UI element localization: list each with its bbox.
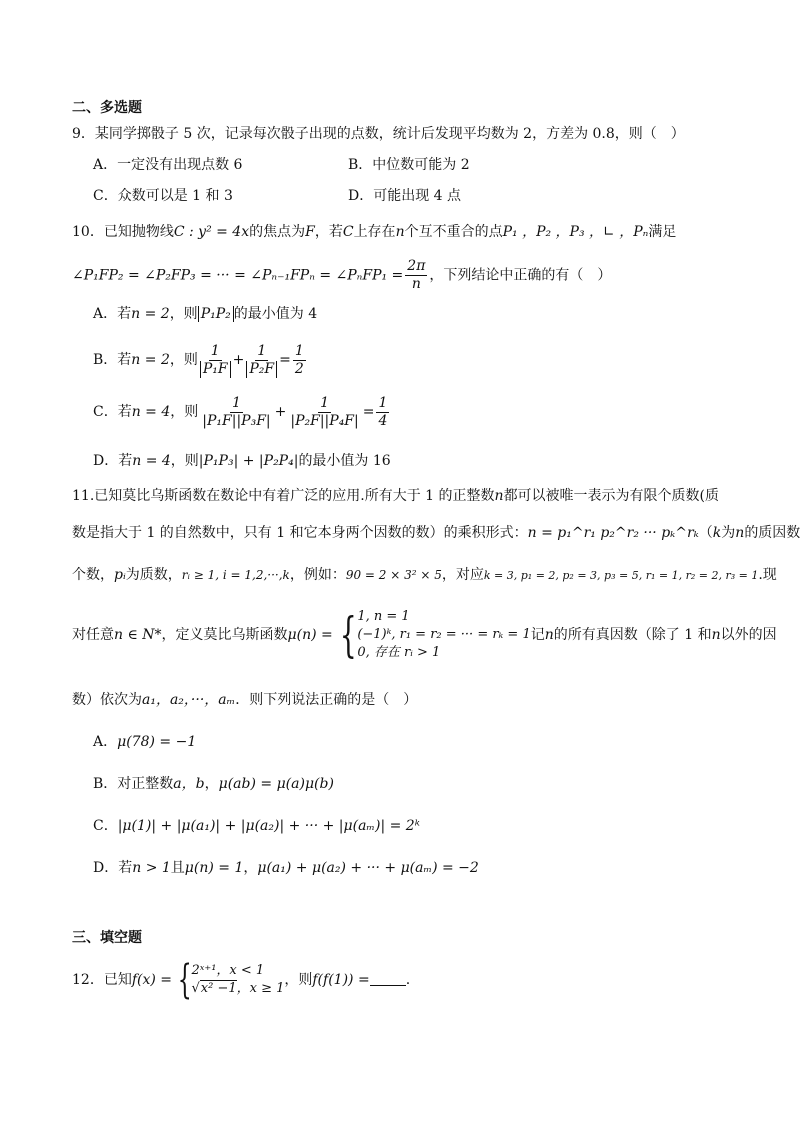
fraction-denominator: 4: [378, 412, 388, 429]
option-label: D．若: [93, 453, 133, 469]
fraction-denominator: P₁F: [200, 361, 231, 378]
plus-sign: +: [232, 352, 245, 368]
option-abs-expr: P₁P₂: [198, 306, 234, 322]
question-11-line3: [72, 565, 777, 586]
left-brace-icon: {: [177, 957, 192, 1003]
q11-text: （: [698, 525, 713, 541]
question-12: [72, 955, 410, 1005]
q10-angle-equation: ∠P₁FP₂ = ∠P₂FP₃ = ··· = ∠Pₙ₋₁FPₙ = ∠PₙFP₁ =: [72, 267, 404, 284]
q11-n-symbol: n: [544, 627, 554, 643]
q11-text: 个数，: [72, 567, 114, 583]
q11-example: 90 = 2 × 3² × 5: [345, 568, 442, 582]
fraction-denominator: |P₂F||P₄F|: [290, 412, 359, 429]
fraction: [376, 395, 389, 430]
option-condition: n = 2: [131, 352, 170, 368]
equals-sign: =: [279, 352, 291, 368]
q12-function-name: f(x) =: [131, 972, 173, 988]
question-9-option-c: C．众数可以是 1 和 3: [93, 188, 233, 204]
q11-text: 对任意: [72, 627, 114, 643]
q11-n-symbol: n: [711, 627, 721, 643]
q10-text: ，若: [314, 224, 343, 240]
case-condition: ，x ≥ 1: [236, 981, 285, 996]
section-title-multiple-choice: 二、多选题: [72, 100, 142, 116]
fraction-numerator: 1: [294, 342, 304, 359]
q10-parabola-formula: C : y² = 4x: [173, 224, 250, 240]
case: 0, 存在 rᵢ > 1: [357, 645, 441, 660]
q11-k-symbol: k: [712, 525, 722, 541]
q11-text: 为: [721, 525, 736, 541]
question-9-stem: 9．某同学掷骰子 5 次，记录每次骰子出现的点数，统计后发现平均数为 2，方差为 0.8，则（ ）: [72, 126, 685, 142]
q11-text: 的所有真因数（除了 1 和: [553, 627, 712, 643]
fraction: [200, 343, 231, 378]
q10-focus-symbol: F: [305, 224, 315, 240]
fraction: [246, 343, 277, 378]
option-text: ，则: [169, 352, 198, 368]
q11-text: 11.已知莫比乌斯函数在数论中有着广泛的应用.所有大于 1 的正整数: [72, 488, 495, 504]
fraction-numerator: 1: [232, 394, 241, 411]
option-variables: a，b: [173, 776, 205, 792]
q11-text: 数是指大于 1 的自然数中，只有 1 和它本身两个因数的数）的乘积形式：: [72, 525, 528, 541]
q11-text: ，对应: [441, 567, 484, 583]
q11-text: ．则下列说法正确的是（ ）: [235, 692, 418, 708]
question-11-line5: [72, 690, 417, 710]
question-10-option-d: [93, 451, 391, 471]
q11-text: 以外的因: [720, 627, 777, 643]
option-text: 且: [170, 860, 185, 876]
question-9-option-a: A．一定没有出现点数 6: [93, 157, 243, 173]
option-text: ，: [243, 860, 258, 876]
option-text: ，则: [169, 306, 198, 322]
fraction-denominator: P₂F: [246, 361, 277, 378]
fraction-numerator: 1: [257, 342, 267, 359]
option-text: 的最小值为 16: [298, 453, 391, 469]
q11-divisor-list: a₁，a₂，···，aₘ: [142, 692, 236, 708]
q11-example-values: k = 3, p₁ = 2, p₂ = 3, p₃ = 5, r₁ = 1, r₂ = 2, r₃ = 1: [483, 569, 759, 582]
question-10-stem-line1: [72, 222, 676, 242]
q11-text: .现: [758, 567, 777, 583]
option-condition: n > 1: [132, 860, 171, 876]
question-10-option-a: [93, 304, 317, 324]
option-condition: n = 2: [131, 306, 170, 322]
q10-text: 上存在: [353, 224, 396, 240]
q11-piecewise-cases: [357, 608, 530, 662]
option-label: B．对正整数: [93, 776, 174, 792]
q10-text: 10．已知抛物线: [72, 224, 174, 240]
q10-text: 的焦点为: [249, 224, 306, 240]
option-expression: μ(ab) = μ(a)μ(b): [218, 776, 334, 792]
q10-text: ，下列结论中正确的有（ ）: [429, 267, 612, 284]
question-11-line4: [72, 604, 777, 666]
question-9-option-d: D．可能出现 4 点: [348, 188, 462, 204]
case: 1, n = 1: [357, 609, 410, 624]
q11-text: 为质数，: [125, 567, 182, 583]
fraction: [293, 343, 306, 378]
q12-piecewise-cases: [191, 962, 284, 998]
q11-factorization-formula: n = p₁^r₁ p₂^r₂ ··· pₖ^rₖ: [527, 525, 699, 541]
q10-n-symbol: n: [395, 224, 405, 240]
q11-text: 的质因数: [744, 525, 800, 541]
question-11-option-d: [93, 858, 479, 878]
equals-sign: =: [362, 404, 375, 420]
fraction-denominator: |P₁F||P₃F|: [202, 412, 271, 429]
fraction: [288, 395, 360, 430]
q11-p-symbol: pᵢ: [114, 567, 126, 583]
option-text: ，: [204, 776, 219, 792]
fraction-numerator: 1: [378, 394, 388, 411]
option-label: C．若: [93, 404, 132, 420]
q10-text: 满足: [648, 224, 677, 240]
option-abs-expr: |P₁P₃| + |P₂P₄|: [198, 453, 299, 469]
option-condition: μ(n) = 1: [184, 860, 244, 876]
fraction-numerator: 1: [210, 342, 220, 359]
q11-n-symbol: n: [494, 488, 504, 504]
question-10-stem-line2: [72, 258, 611, 293]
option-text: ，则: [170, 404, 199, 420]
q12-text: ，则: [284, 972, 313, 988]
option-label: D．若: [93, 860, 133, 876]
case: √x² −1，x ≥ 1: [191, 981, 285, 996]
case: 2ˣ⁺¹，x < 1: [191, 963, 265, 978]
q11-mobius-function: μ(n) =: [287, 627, 333, 643]
question-10-option-c: [93, 392, 391, 432]
question-11-line2: [72, 523, 800, 543]
option-expression: μ(a₁) + μ(a₂) + ··· + μ(aₘ) = −2: [257, 860, 479, 876]
case: (−1)ᵏ, r₁ = r₂ = ··· = rₖ = 1: [357, 627, 531, 642]
q10-points-list: P₁ ，P₂ ，P₃ ，∟ ，Pₙ: [502, 224, 649, 240]
q12-text: 12．已知: [72, 972, 132, 988]
sqrt-radicand: x² −1: [200, 981, 237, 996]
option-label: A．: [93, 734, 118, 750]
q11-n-symbol: n: [735, 525, 745, 541]
option-expression: μ(78) = −1: [117, 734, 197, 750]
question-10-option-b: [93, 340, 308, 380]
option-label: C．: [93, 818, 118, 834]
q10-curve-symbol: C: [342, 224, 354, 240]
question-11-option-a: [93, 732, 196, 752]
option-condition: n = 4: [132, 453, 171, 469]
question-11-line1: [72, 486, 719, 506]
q11-set: n ∈ N*: [114, 627, 162, 643]
left-brace-icon: {: [339, 607, 357, 663]
q10-text: 个互不重合的点: [404, 224, 503, 240]
q12-question-expression: f(f(1)) =: [312, 972, 370, 988]
fraction-numerator: 1: [320, 394, 330, 411]
q12-text: .: [405, 972, 411, 988]
option-label: A．若: [93, 306, 132, 322]
q11-condition: rᵢ ≥ 1, i = 1,2,···,k: [181, 568, 290, 582]
section-title-fill-in: 三、填空题: [72, 930, 142, 946]
fraction-numerator: 2π: [407, 258, 426, 274]
plus-sign: +: [274, 404, 287, 420]
question-9-option-b: B．中位数可能为 2: [348, 157, 470, 173]
option-expression: |μ(1)| + |μ(a₁)| + |μ(a₂)| + ··· + |μ(aₘ)| = 2ᵏ: [117, 818, 420, 834]
fraction-denominator: 2: [294, 360, 304, 377]
q11-text: 都可以被唯一表示为有限个质数(质: [503, 488, 720, 504]
option-text: ，则: [170, 453, 199, 469]
answer-blank[interactable]: [370, 971, 406, 986]
fraction: [200, 395, 272, 430]
q10-angle-fraction: [405, 258, 427, 293]
q11-text: 数）依次为: [72, 692, 142, 708]
question-11-option-b: [93, 774, 334, 794]
option-label: B．若: [93, 352, 132, 368]
question-11-option-c: [93, 816, 420, 836]
q11-text: 记: [530, 627, 545, 643]
q11-text: ，例如：: [289, 567, 346, 583]
option-text: 的最小值为 4: [233, 306, 318, 322]
q11-text: ，定义莫比乌斯函数: [161, 627, 288, 643]
fraction-denominator: n: [411, 276, 421, 292]
option-condition: n = 4: [131, 404, 171, 420]
